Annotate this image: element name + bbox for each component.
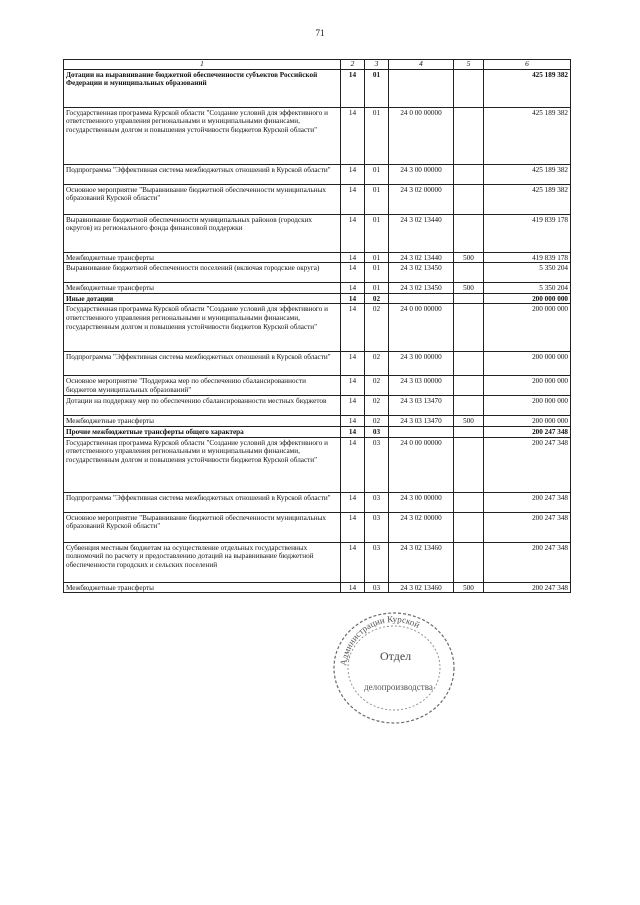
row-amount-cell: 200 000 000: [484, 416, 571, 427]
row-amount-cell: 200 000 000: [484, 293, 571, 304]
row-target-article-cell: 24 3 02 13460: [389, 542, 454, 582]
row-section-cell: 14: [341, 252, 365, 263]
header-col-5: 5: [454, 60, 484, 70]
table-row: [64, 164, 571, 184]
row-subsection-cell: 03: [365, 492, 389, 512]
row-name-cell: Основное мероприятие "Поддержка мер по обеспечению сбалансированности бюджетов муниципальных образований": [64, 376, 341, 396]
row-expense-type-cell: 500: [454, 283, 484, 294]
row-target-article-cell: 24 3 00 00000: [389, 352, 454, 376]
row-expense-type-cell: [454, 492, 484, 512]
row-expense-type-cell: [454, 376, 484, 396]
row-amount-cell: 200 247 348: [484, 582, 571, 593]
row-name-cell: Иные дотации: [64, 293, 341, 304]
row-section-cell: 14: [341, 164, 365, 184]
row-target-article-cell: [389, 293, 454, 304]
row-name-cell: Государственная программа Курской области "Создание условий для эффективного и ответственного управления региональными и муниципальными финансами, государственным долгом и повышения устойчивости бюджетов Курской области": [64, 107, 341, 164]
row-section-cell: 14: [341, 582, 365, 593]
row-amount-cell: 200 247 348: [484, 426, 571, 437]
budget-table-body: [64, 60, 571, 593]
table-row: [64, 396, 571, 416]
row-target-article-cell: 24 3 03 00000: [389, 376, 454, 396]
row-amount-cell: 200 247 348: [484, 492, 571, 512]
table-row: [64, 376, 571, 396]
row-expense-type-cell: [454, 304, 484, 352]
table-row: [64, 492, 571, 512]
table-row: [64, 512, 571, 542]
row-section-cell: 14: [341, 416, 365, 427]
row-target-article-cell: 24 3 03 13470: [389, 396, 454, 416]
row-subsection-cell: 01: [365, 252, 389, 263]
row-subsection-cell: 02: [365, 293, 389, 304]
row-target-article-cell: 24 3 02 00000: [389, 184, 454, 214]
row-amount-cell: 425 189 382: [484, 164, 571, 184]
row-name-cell: Выравнивание бюджетной обеспеченности поселений (включая городские округа): [64, 263, 341, 283]
row-subsection-cell: 01: [365, 69, 389, 107]
row-subsection-cell: 01: [365, 283, 389, 294]
row-subsection-cell: 02: [365, 396, 389, 416]
row-target-article-cell: 24 0 00 00000: [389, 304, 454, 352]
row-amount-cell: 200 000 000: [484, 352, 571, 376]
row-name-cell: Подпрограмма "Эффективная система межбюджетных отношений в Курской области": [64, 352, 341, 376]
table-row: [64, 352, 571, 376]
row-target-article-cell: 24 3 02 13460: [389, 582, 454, 593]
table-row: [64, 184, 571, 214]
header-col-3: 3: [365, 60, 389, 70]
row-subsection-cell: 01: [365, 184, 389, 214]
table-row: [64, 283, 571, 294]
table-header-row: [64, 60, 571, 70]
row-expense-type-cell: [454, 542, 484, 582]
table-row: [64, 252, 571, 263]
row-subsection-cell: 02: [365, 352, 389, 376]
row-target-article-cell: 24 3 03 13470: [389, 416, 454, 427]
row-expense-type-cell: [454, 352, 484, 376]
row-amount-cell: 200 247 348: [484, 542, 571, 582]
row-target-article-cell: 24 3 02 13440: [389, 252, 454, 263]
row-expense-type-cell: [454, 426, 484, 437]
row-amount-cell: 425 189 382: [484, 184, 571, 214]
row-section-cell: 14: [341, 512, 365, 542]
row-subsection-cell: 03: [365, 542, 389, 582]
row-section-cell: 14: [341, 492, 365, 512]
row-amount-cell: 200 000 000: [484, 376, 571, 396]
row-name-cell: Субвенция местным бюджетам на осуществление отдельных государственных полномочий по расчету и предоставлению дотаций на выравнивание бюджетной обеспеченности городских и сельских поселений: [64, 542, 341, 582]
table-row: [64, 426, 571, 437]
row-name-cell: Государственная программа Курской области "Создание условий для эффективного и ответственного управления региональными и муниципальными финансами, государственным долгом и повышения устойчивости бюджетов Курской области": [64, 304, 341, 352]
row-amount-cell: 5 350 204: [484, 283, 571, 294]
row-expense-type-cell: [454, 107, 484, 164]
row-name-cell: Государственная программа Курской области "Создание условий для эффективного и ответственного управления региональными и муниципальными финансами, государственным долгом и повышения устойчивости бюджетов Курской области": [64, 437, 341, 492]
row-amount-cell: 5 350 204: [484, 263, 571, 283]
row-name-cell: Дотации на поддержку мер по обеспечению сбалансированности местных бюджетов: [64, 396, 341, 416]
row-name-cell: Основное мероприятие "Выравнивание бюджетной обеспеченности муниципальных образований Курской области": [64, 184, 341, 214]
row-section-cell: 14: [341, 304, 365, 352]
row-expense-type-cell: [454, 184, 484, 214]
row-target-article-cell: 24 0 00 00000: [389, 107, 454, 164]
row-subsection-cell: 03: [365, 437, 389, 492]
row-section-cell: 14: [341, 293, 365, 304]
row-name-cell: Межбюджетные трансферты: [64, 252, 341, 263]
budget-table: [63, 59, 571, 593]
row-subsection-cell: 02: [365, 304, 389, 352]
row-section-cell: 14: [341, 184, 365, 214]
row-name-cell: Выравнивание бюджетной обеспеченности муниципальных районов (городских округов) из регионального фонда финансовой поддержки: [64, 214, 341, 252]
row-name-cell: Межбюджетные трансферты: [64, 416, 341, 427]
row-name-cell: Дотации на выравнивание бюджетной обеспеченности субъектов Российской Федерации и муниципальных образований: [64, 69, 341, 107]
row-section-cell: 14: [341, 542, 365, 582]
row-target-article-cell: 24 0 00 00000: [389, 437, 454, 492]
row-target-article-cell: 24 3 00 00000: [389, 164, 454, 184]
row-name-cell: Подпрограмма "Эффективная система межбюджетных отношений в Курской области": [64, 492, 341, 512]
table-row: [64, 293, 571, 304]
row-subsection-cell: 01: [365, 107, 389, 164]
row-subsection-cell: 02: [365, 416, 389, 427]
row-subsection-cell: 01: [365, 214, 389, 252]
row-amount-cell: 200 247 348: [484, 512, 571, 542]
row-amount-cell: 425 189 382: [484, 107, 571, 164]
stamp-ring-text: Администрации Курской: [338, 613, 422, 667]
row-amount-cell: 200 000 000: [484, 304, 571, 352]
header-col-1: 1: [64, 60, 341, 70]
row-name-cell: Прочие межбюджетные трансферты общего характера: [64, 426, 341, 437]
header-col-6: 6: [484, 60, 571, 70]
row-subsection-cell: 01: [365, 164, 389, 184]
row-expense-type-cell: 500: [454, 252, 484, 263]
row-name-cell: Межбюджетные трансферты: [64, 582, 341, 593]
row-section-cell: 14: [341, 426, 365, 437]
header-col-2: 2: [341, 60, 365, 70]
row-expense-type-cell: [454, 437, 484, 492]
row-target-article-cell: 24 3 00 00000: [389, 492, 454, 512]
row-section-cell: 14: [341, 263, 365, 283]
row-section-cell: 14: [341, 437, 365, 492]
row-target-article-cell: 24 3 02 13440: [389, 214, 454, 252]
header-col-4: 4: [389, 60, 454, 70]
row-subsection-cell: 03: [365, 582, 389, 593]
row-target-article-cell: 24 3 02 13450: [389, 263, 454, 283]
row-section-cell: 14: [341, 107, 365, 164]
table-row: [64, 542, 571, 582]
table-row: [64, 304, 571, 352]
row-name-cell: Подпрограмма "Эффективная система межбюджетных отношений в Курской области": [64, 164, 341, 184]
row-section-cell: 14: [341, 396, 365, 416]
row-subsection-cell: 03: [365, 426, 389, 437]
table-row: [64, 69, 571, 107]
row-expense-type-cell: [454, 164, 484, 184]
row-amount-cell: 200 247 348: [484, 437, 571, 492]
row-section-cell: 14: [341, 69, 365, 107]
row-amount-cell: 419 839 178: [484, 252, 571, 263]
row-section-cell: 14: [341, 283, 365, 294]
row-expense-type-cell: [454, 263, 484, 283]
row-subsection-cell: 02: [365, 376, 389, 396]
row-expense-type-cell: [454, 214, 484, 252]
table-row: [64, 582, 571, 593]
row-amount-cell: 200 000 000: [484, 396, 571, 416]
table-row: [64, 214, 571, 252]
row-expense-type-cell: [454, 512, 484, 542]
table-row: [64, 107, 571, 164]
row-expense-type-cell: [454, 69, 484, 107]
row-expense-type-cell: 500: [454, 416, 484, 427]
row-target-article-cell: 24 3 02 00000: [389, 512, 454, 542]
row-expense-type-cell: [454, 293, 484, 304]
row-amount-cell: 419 839 178: [484, 214, 571, 252]
row-target-article-cell: [389, 426, 454, 437]
official-stamp: [330, 608, 458, 726]
row-subsection-cell: 03: [365, 512, 389, 542]
row-section-cell: 14: [341, 352, 365, 376]
row-section-cell: 14: [341, 376, 365, 396]
row-name-cell: Межбюджетные трансферты: [64, 283, 341, 294]
row-amount-cell: 425 189 382: [484, 69, 571, 107]
row-target-article-cell: 24 3 02 13450: [389, 283, 454, 294]
row-expense-type-cell: 500: [454, 582, 484, 593]
page-number: 71: [315, 28, 325, 38]
table-row: [64, 416, 571, 427]
table-row: [64, 437, 571, 492]
row-subsection-cell: 01: [365, 263, 389, 283]
stamp-center-line-1: Отдел: [380, 649, 412, 663]
stamp-center-line-2: делопроизводства: [364, 682, 433, 692]
row-name-cell: Основное мероприятие "Выравнивание бюджетной обеспеченности муниципальных образований Курской области": [64, 512, 341, 542]
table-row: [64, 263, 571, 283]
row-target-article-cell: [389, 69, 454, 107]
row-section-cell: 14: [341, 214, 365, 252]
row-expense-type-cell: [454, 396, 484, 416]
